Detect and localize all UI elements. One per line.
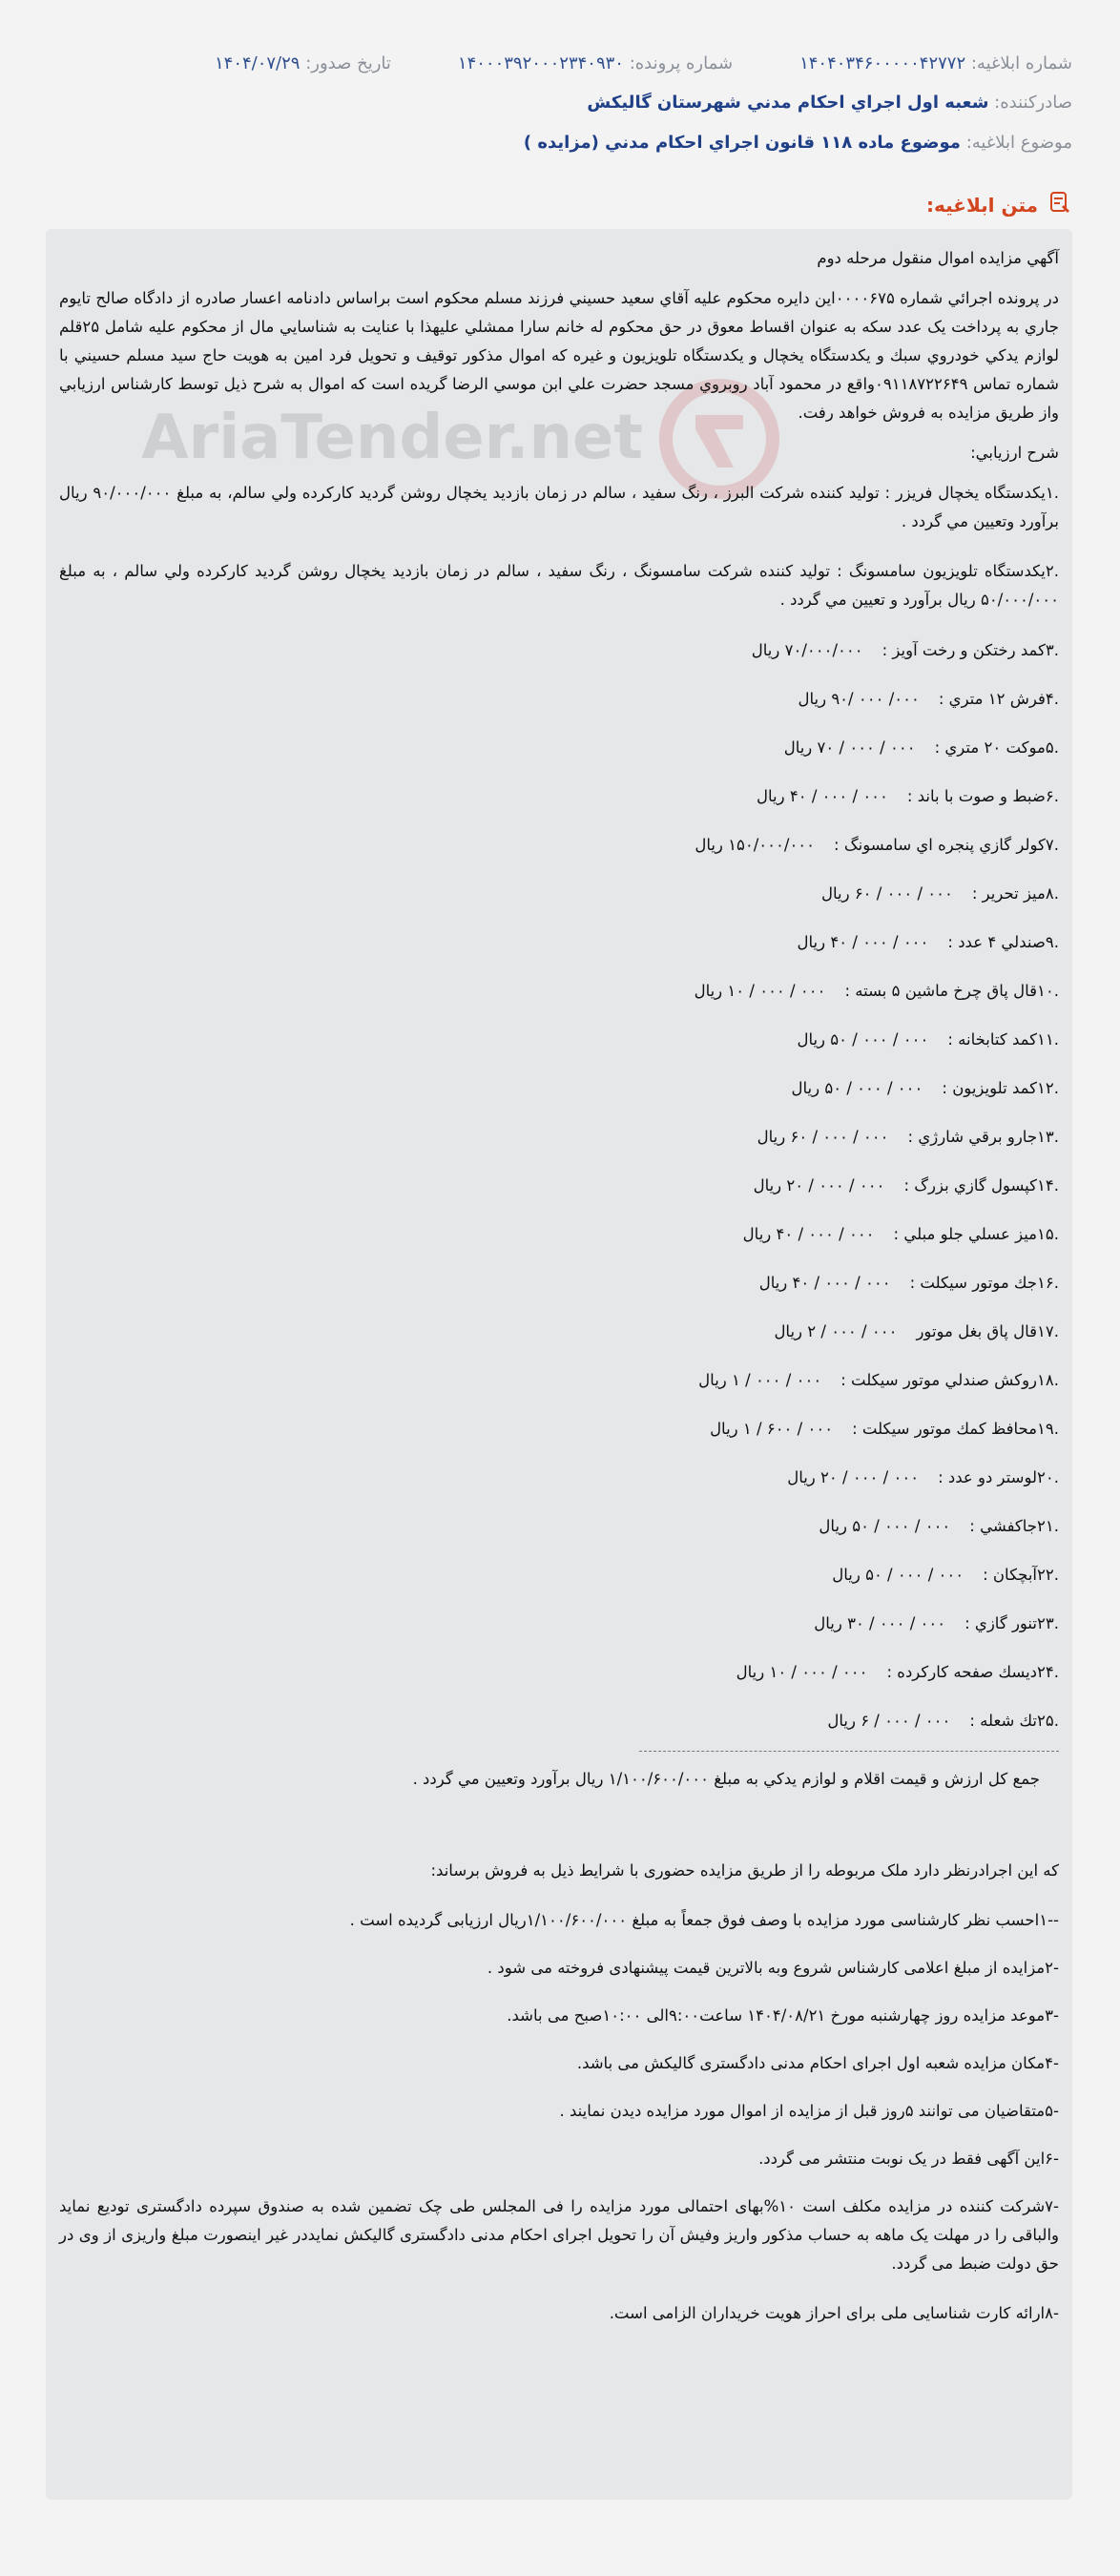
appraisal-item-value: ۰۰۰/ ۰۰۰ /۹۰ ريال xyxy=(798,690,920,708)
appraisal-item xyxy=(59,1696,1059,1745)
notice-intro: در پرونده اجرائي شماره ۰۰۰۰۶۷۵اين دايره محكوم عليه آقاي سعيد حسيني فرزند مسلم محكوم است براساس دادنامه اعسار صادره از دادگاه صالح تايوم جاري به پرداخت يک عدد سکه به عنوان اقساط معوق در حق محكوم له خانم سارا ممشلي عليهذا با عنايت به شناسايي مال از محكوم عليه شامل ۲۵قلم لوازم يدكي خودروي سبك و يكدستگاه يخچال و يكدستگاه تلويزيون و غيره كه اموال مذكور توقيف و تحويل فرد امين به هويت حاج سيد مسلم حسيني با شماره تماس ۰۹۱۱۸۷۲۲۶۴۹واقع در محمود آباد روبروي مسجد حضرت علي ابن موسي الرضا گريده است كه اموال به شرح ذيل توسط كارشناس ارزيابي واز طريق مزايده به فروش خواهد رفت. xyxy=(59,289,1059,422)
section-title xyxy=(926,189,1072,220)
appraisal-item-value: ۰۰۰ / ۰۰۰ / ۶۰ ريال xyxy=(820,884,953,903)
appraisal-item-label: .۴فرش ۱۲ متري : xyxy=(938,690,1059,708)
divider xyxy=(639,1751,1059,1752)
issuer-value: شعبه اول اجراي احكام مدني شهرستان گاليكش xyxy=(587,93,989,113)
appraisal-item-label: .۵موكت ۲۰ متري : xyxy=(934,738,1059,757)
appraisal-item-label: .۶ضبط و صوت با باند : xyxy=(906,787,1059,805)
appraisal-item-label: .۱۷قال پاق بغل موتور xyxy=(916,1322,1059,1340)
appraisal-item xyxy=(59,1356,1059,1404)
notice-number xyxy=(799,53,1072,73)
appraisal-item-1: .۱يكدستگاه يخچال فريزر : توليد كننده شركت البرز ، رنگ سفيد ، سالم در زمان بازديد يخچال روشن گرديد كاركرده ولي سالم، به مبلغ ۹۰/۰۰۰/۰۰۰ ريال برآورد وتعيين مي گردد . xyxy=(59,484,1059,530)
issue-date-label: تاریخ صدور: xyxy=(305,53,391,73)
condition-item: -۲مزایده از مبلغ اعلامی کارشناس شروع وبه بالاترین قیمت پیشنهادی فروخته می شود . xyxy=(487,1959,1059,1977)
condition-item: --۱احسب نظر کارشناسی مورد مزایده با وصف فوق جمعاً به مبلغ ۱/۱۰۰/۶۰۰/۰۰۰ریال ارزیابی گردیده است . xyxy=(349,1911,1059,1929)
appraisal-item-value: ۰۰۰ / ۰۰۰ / ۱۰ ريال xyxy=(694,982,826,1000)
appraisal-item-label: .۱۱كمد كتابخانه : xyxy=(947,1030,1059,1049)
appraisal-item-value: ۰۰۰ / ۰۰۰ / ۲ ريال xyxy=(774,1322,898,1340)
appraisal-item-2: .۲يكدستگاه تلويزيون سامسونگ : توليد كننده شركت سامسونگ ، رنگ سفيد ، سالم در زمان بازديد يخچال روشن گرديد كاركرده ولي سالم ، به مبلغ ۵۰/۰۰۰/۰۰۰ ريال برآورد و تعيين مي گردد . xyxy=(59,562,1059,609)
appraisal-item-label: .۲۴ديسك صفحه كاركرده : xyxy=(886,1663,1059,1681)
appraisal-item-label: .۹صندلي ۴ عدد : xyxy=(947,933,1059,951)
appraisal-item-value: ۰۰۰ / ۰۰۰ / ۱۰ ريال xyxy=(736,1663,868,1681)
subject xyxy=(48,133,1072,153)
appraisal-item xyxy=(59,1112,1059,1161)
appraisal-item xyxy=(59,1648,1059,1696)
appraisal-item xyxy=(59,1404,1059,1453)
appraisal-item-value: ۰۰۰ / ۰۰۰ / ۴۰ ريال xyxy=(757,787,888,805)
appraisal-heading: شرح ارزيابي: xyxy=(970,444,1059,462)
appraisal-item-value: ۱۵۰/۰۰۰/۰۰۰ ريال xyxy=(695,836,816,854)
appraisal-item-label: .۱۸روكش صندلي موتور سيكلت : xyxy=(840,1371,1059,1389)
appraisal-item-label: .۷كولر گازي پنجره اي سامسونگ : xyxy=(834,836,1059,854)
appraisal-item-label: .۱۳جارو برقي شارژي : xyxy=(907,1128,1059,1146)
notice-number-value: ۱۴۰۴۰۳۴۶۰۰۰۰۰۴۲۷۷۲ xyxy=(799,53,966,73)
appraisal-item xyxy=(59,723,1059,772)
appraisal-item-value: ۰۰۰ / ۰۰۰ / ۵۰ ريال xyxy=(832,1566,964,1584)
condition-8: -۸ارائه کارت شناسایی ملی برای احراز هویت خریداران الزامی است. xyxy=(609,2304,1059,2322)
case-number-label: شماره پرونده: xyxy=(629,53,734,73)
appraisal-item xyxy=(59,966,1059,1015)
conditions-list xyxy=(59,1897,1059,2183)
appraisal-item xyxy=(59,1502,1059,1550)
appraisal-item-label: .۱۵ميز عسلي جلو مبلي : xyxy=(893,1225,1059,1243)
issue-date-value: ۱۴۰۴/۰۷/۲۹ xyxy=(214,53,301,73)
appraisal-item-value: ۰۰۰ / ۰۰۰ / ۴۰ ريال xyxy=(742,1225,875,1243)
appraisal-item-label: .۲۱جاكفشي : xyxy=(969,1517,1059,1535)
appraisal-item-value: ۰۰۰ / ۰۰۰ / ۵۰ ريال xyxy=(819,1517,951,1535)
appraisal-item-label: .۱۰قال پاق چرخ ماشين ۵ بسته : xyxy=(844,982,1059,1000)
appraisal-item xyxy=(59,1210,1059,1258)
appraisal-item-value: ۰۰۰ / ۰۰۰ / ۲۰ ريال xyxy=(753,1176,885,1195)
appraisal-item-value: ۰۰۰ / ۰۰۰ / ۵۰ ريال xyxy=(791,1079,923,1097)
condition-item: -۶این آگهی فقط در یک نوبت منتشر می گردد. xyxy=(758,2150,1059,2168)
appraisal-items-list xyxy=(59,626,1059,1745)
appraisal-item xyxy=(59,1015,1059,1064)
notice-body xyxy=(59,244,1059,2337)
total-value: جمع كل ارزش و قيمت اقلام و لوازم يدكي به مبلغ ۱/۱۰۰/۶۰۰/۰۰۰ ريال برآورد وتعيين مي گردد . xyxy=(412,1770,1040,1788)
subject-value: موضوع ماده ۱۱۸ قانون اجراي احكام مدني (مزايده ) xyxy=(523,133,961,153)
appraisal-item-label: .۳كمد رختكن و رخت آويز : xyxy=(881,641,1059,659)
appraisal-item-label: .۱۲كمد تلويزيون : xyxy=(942,1079,1059,1097)
appraisal-item-value: ۰۰۰ / ۰۰۰ / ۱ ريال xyxy=(698,1371,822,1389)
appraisal-item xyxy=(59,1064,1059,1112)
appraisal-item xyxy=(59,918,1059,966)
appraisal-item-value: ۰۰۰ / ۰۰۰ / ۶۰ ريال xyxy=(757,1128,889,1146)
case-number-value: ۱۴۰۰۰۳۹۲۰۰۰۲۳۴۰۹۳۰ xyxy=(457,53,624,73)
appraisal-item xyxy=(59,675,1059,723)
meta-row xyxy=(48,53,1072,73)
appraisal-item xyxy=(59,1599,1059,1648)
appraisal-item-label: .۲۲آبچكان : xyxy=(983,1566,1059,1584)
appraisal-item-label: .۸ميز تحرير : xyxy=(971,884,1059,903)
appraisal-item-label: .۲۳تنور گازي : xyxy=(964,1614,1059,1632)
appraisal-item-label: .۱۹محافظ كمك موتور سيكلت : xyxy=(852,1420,1059,1438)
appraisal-item xyxy=(59,821,1059,869)
appraisal-item-value: ۷۰/۰۰۰/۰۰۰ ريال xyxy=(751,641,863,659)
appraisal-item xyxy=(59,1258,1059,1307)
appraisal-item-value: ۰۰۰ / ۰۰۰ / ۲۰ ريال xyxy=(787,1468,920,1486)
appraisal-item-value: ۰۰۰ / ۶۰۰ / ۱ ريال xyxy=(710,1420,834,1438)
appraisal-item-label: .۱۶جك موتور سيكلت : xyxy=(909,1274,1059,1292)
appraisal-item-value: ۰۰۰ / ۰۰۰ / ۳۰ ريال xyxy=(814,1614,946,1632)
appraisal-item xyxy=(59,869,1059,918)
issuer-label: صادرکننده: xyxy=(994,93,1072,113)
appraisal-item-label: .۲۵تك شعله : xyxy=(969,1712,1059,1730)
notice-number-label: شماره ابلاغیه: xyxy=(970,53,1072,73)
subject-label: موضوع ابلاغیه: xyxy=(965,133,1072,153)
case-number xyxy=(458,53,733,73)
condition-item: -۳موعد مزایده روز چهارشنبه مورخ ۱۴۰۴/۰۸/۲۱ ساعت۹:۰۰الی ۱۰:۰۰صبح می باشد. xyxy=(507,2006,1059,2025)
section-title-text: متن ابلاغیه: xyxy=(925,193,1038,217)
appraisal-item xyxy=(59,1453,1059,1502)
issue-date xyxy=(215,53,391,73)
appraisal-item-value: ۰۰۰ / ۰۰۰ / ۵۰ ريال xyxy=(797,1030,929,1049)
appraisal-item-value: ۰۰۰ / ۰۰۰ / ۷۰ ريال xyxy=(783,738,916,757)
appraisal-item-label: .۲۰لوستر دو عدد : xyxy=(938,1468,1059,1486)
notice-heading: آگهي مزايده اموال منقول مرحله دوم xyxy=(817,249,1059,267)
appraisal-item xyxy=(59,772,1059,821)
issuer xyxy=(48,93,1072,113)
condition-item: -۵متقاضیان می توانند ۵روز قبل از مزایده از اموال مورد مزایده دیدن نمایند . xyxy=(559,2102,1059,2120)
appraisal-item-value: ۰۰۰ / ۰۰۰ / ۶ ريال xyxy=(827,1712,951,1730)
appraisal-item-label: .۱۴كپسول گازي بزرگ : xyxy=(903,1176,1059,1195)
condition-7: -۷شرکت کننده در مزایده مکلف است ۱۰%بهای احتمالی مورد مزایده را فی المجلس طی چک تضمین شده به صندوق سپرده دادگستری تودیع نماید والباقی را در مهلت یک ماهه به حساب مذکور واریز وفیش آن را تحویل اجرای احکام مدنی دادگستری گالیکش نمایددر غیر اینصورت مبلغ واریزی از وی در حق دولت ضبط می گردد. xyxy=(59,2197,1060,2273)
appraisal-item-value: ۰۰۰ / ۰۰۰ / ۴۰ ريال xyxy=(758,1274,891,1292)
condition-item: -۴مکان مزایده شعبه اول اجرای احکام مدنی دادگستری گالیکش می باشد. xyxy=(576,2054,1059,2072)
appraisal-item xyxy=(59,626,1059,675)
appraisal-item xyxy=(59,1550,1059,1599)
sale-intro: كه اين اجرادرنظر دارد ملک مربوطه را از طریق مزایده حضوری با شرایط ذیل به فروش برساند: xyxy=(430,1861,1059,1880)
appraisal-item-value: ۰۰۰ / ۰۰۰ / ۴۰ ريال xyxy=(797,933,929,951)
document-icon xyxy=(1046,189,1072,220)
appraisal-item xyxy=(59,1161,1059,1210)
appraisal-item xyxy=(59,1307,1059,1356)
